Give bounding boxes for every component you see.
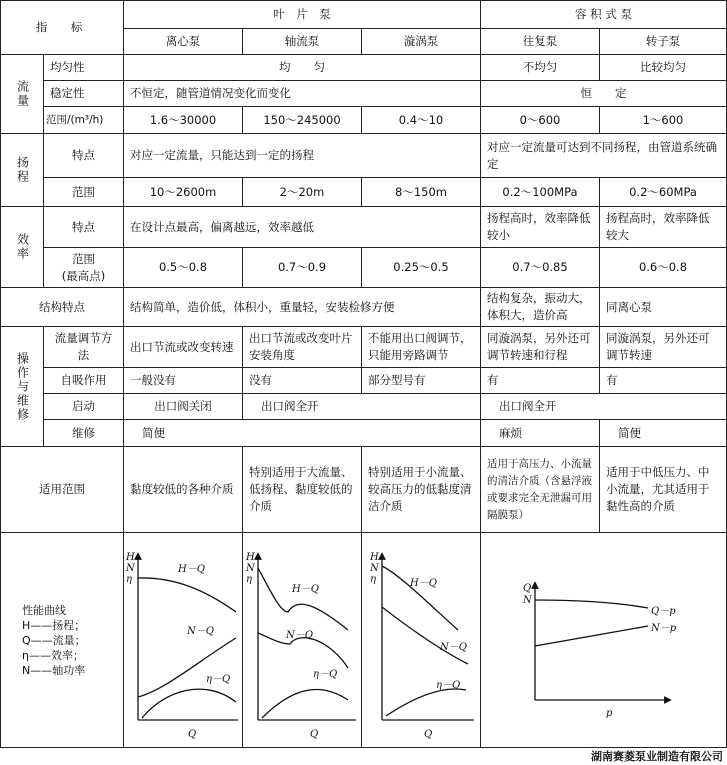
head-range-rotor: [599, 177, 727, 207]
maintenance-vane-text: 简便: [142, 425, 165, 440]
application-recip: [480, 446, 600, 533]
application-rotor-text: 适用于中低压力、中小流量，尤其适用于黏性高的介质: [606, 465, 710, 513]
maintenance-recip-text: 麻烦: [499, 425, 522, 440]
reciprocating-header-text: 往复泵: [522, 34, 558, 48]
positive-label-qp: Q－p: [651, 606, 676, 617]
positive-label-np: N－p: [651, 623, 677, 634]
flow-range-recip: [480, 106, 600, 134]
flow-range-axial: [242, 106, 362, 134]
efficiency-range-recip-text: 0.7～0.85: [512, 260, 568, 274]
flow-adjust-label-text: 流量调节方法: [54, 331, 113, 362]
legend-flow: Q——流量；: [22, 634, 86, 647]
efficiency-feature-rotor: [599, 206, 727, 248]
self-priming-vortex: [361, 367, 481, 394]
vane-pump-header: [123, 0, 481, 29]
flow-group-label: [0, 54, 44, 134]
centrifugal-label-eta: η: [126, 574, 132, 585]
centrifugal-label-nq: N－Q: [187, 626, 214, 637]
startup-positive-text: 出口阀全开: [499, 399, 557, 413]
vortex-header: [361, 28, 481, 55]
self-priming-vortex-text: 部分型号有: [368, 373, 426, 387]
performance-legend: [22, 603, 86, 678]
vortex-label-n: N: [370, 563, 379, 574]
curve-cell-positive: [480, 532, 727, 748]
uniformity-vane-text: 均 匀: [279, 60, 325, 74]
efficiency-range-axial: [242, 247, 362, 288]
stability-vane-text: 不恒定，随管道情况变化而变化: [130, 86, 291, 100]
uniformity-rotor: [599, 54, 727, 81]
head-range-recip: [480, 177, 600, 207]
vortex-label-q: Q: [424, 729, 433, 740]
efficiency-feature-recip-text: 扬程高时，效率降低较小: [487, 211, 591, 242]
self-priming-label: [43, 367, 124, 394]
application-label-text: 适用范围: [39, 482, 85, 496]
flow-adjust-axial-text: 出口节流或改变叶片安装角度: [249, 331, 353, 362]
head-feature-vane: [123, 133, 481, 178]
flow-adjust-rotor-text: 同漩涡泵，另外还可调节转速: [606, 331, 710, 362]
positive-label-p: p: [606, 708, 613, 719]
structure-label: [0, 287, 124, 327]
maintenance-rotor: [599, 419, 727, 447]
head-range-recip-text: 0.2～100MPa: [502, 184, 578, 199]
head-range-centrifugal-text: 10～2600m: [149, 184, 217, 199]
head-group-text: 扬程: [15, 156, 30, 184]
vane-pump-header-text: 叶 片 泵: [273, 7, 331, 21]
flow-adjust-centrifugal-text: 出口节流或改变转速: [130, 339, 234, 354]
centrifugal-label-n: N: [126, 563, 135, 574]
head-feature-positive-text: 对应一定流量可达到不同扬程，由管道系统确定: [487, 139, 717, 171]
efficiency-range-axial-text: 0.7～0.9: [277, 260, 327, 274]
flow-range-centrifugal: [123, 106, 243, 134]
curve-cell-axial: [242, 532, 362, 748]
stability-vane: [123, 80, 481, 107]
flow-range-recip-text: 0～600: [519, 112, 561, 127]
flow-adjust-vortex-text: 不能用出口阀调节，只能用旁路调节: [368, 331, 472, 362]
centrifugal-header: [123, 28, 243, 55]
rotor-header: [599, 28, 727, 55]
flow-adjust-recip: [480, 326, 600, 368]
company-footer: 湖南赛菱泵业制造有限公司: [591, 750, 723, 763]
head-range-centrifugal: [123, 177, 243, 207]
centrifugal-label-h: H: [126, 552, 135, 563]
structure-recip-text: 结构复杂，振动大，体积大，造价高: [487, 291, 591, 322]
efficiency-group-label: [0, 206, 44, 288]
efficiency-feature-recip: [480, 206, 600, 248]
head-range-vortex: [361, 177, 481, 207]
flow-adjust-axial: [242, 326, 362, 368]
head-range-label: [43, 177, 124, 207]
application-rotor: [599, 446, 727, 533]
positive-label-q: Q: [523, 583, 532, 594]
efficiency-range-rotor: [599, 247, 727, 288]
structure-vane-text: 结构简单，造价低，体积小，重量轻，安装检修方便: [130, 299, 395, 314]
efficiency-feature-label: [43, 206, 124, 248]
reciprocating-header: [480, 28, 600, 55]
uniformity-recip: [480, 54, 600, 81]
structure-label-text: 结构特点: [39, 299, 85, 314]
efficiency-group-text: 效率: [15, 233, 30, 261]
axial-header: [242, 28, 362, 55]
maintenance-recip: [480, 419, 600, 447]
flow-adjust-label: [43, 326, 124, 368]
centrifugal-header-text: 离心泵: [165, 34, 201, 48]
uniformity-label: [43, 54, 124, 81]
flow-range-vortex: [361, 106, 481, 134]
self-priming-axial-text: 没有: [249, 373, 272, 387]
performance-label: 性能曲线: [22, 604, 66, 617]
structure-recip: [480, 287, 600, 327]
startup-centrifugal-text: 出口阀关闭: [154, 399, 212, 413]
self-priming-centrifugal: [123, 367, 243, 394]
centrifugal-label-etaq: η－Q: [206, 674, 231, 685]
self-priming-rotor-text: 有: [606, 373, 618, 387]
application-centrifugal: [123, 446, 243, 533]
startup-vane-other-text: 出口阀全开: [261, 399, 319, 413]
axial-label-eta: η: [246, 574, 252, 585]
axial-label-hq: H－Q: [292, 584, 319, 595]
operation-group-label: [0, 326, 44, 447]
efficiency-feature-vane: [123, 206, 481, 248]
flow-adjust-vortex: [361, 326, 481, 368]
curve-cell-centrifugal: [123, 532, 243, 748]
rotor-header-text: 转子泵: [645, 34, 681, 48]
flow-group-text: 流量: [15, 80, 30, 108]
legend-power: N——轴功率: [22, 664, 86, 677]
maintenance-vane: [123, 419, 481, 447]
startup-vane-other: [242, 393, 481, 420]
maintenance-rotor-text: 简便: [618, 425, 641, 440]
head-group-label: [0, 133, 44, 207]
efficiency-range-vortex-text: 0.25～0.5: [393, 260, 449, 274]
efficiency-feature-vane-text: 在设计点最高，偏离越远，效率越低: [130, 219, 314, 234]
maintenance-label: [43, 419, 124, 447]
structure-rotor: [599, 287, 727, 327]
efficiency-range-label-text: 范围 (最高点): [61, 251, 106, 283]
application-label: [0, 446, 124, 533]
structure-vane: [123, 287, 481, 327]
flow-adjust-recip-text: 同漩涡泵，另外还可调节转速和行程: [487, 331, 591, 362]
stability-positive-text: 恒 定: [580, 86, 627, 100]
head-range-axial-text: 2～20m: [279, 184, 325, 199]
application-axial-text: 特别适用于大流量、低扬程、黏度较低的介质: [249, 465, 353, 513]
flow-adjust-centrifugal: [123, 326, 243, 368]
efficiency-range-rotor-text: 0.6～0.8: [638, 260, 688, 274]
uniformity-recip-text: 不均匀: [522, 60, 558, 74]
application-vortex: [361, 446, 481, 533]
flow-range-vortex-text: 0.4～10: [398, 112, 444, 127]
legend-head: H——扬程；: [22, 619, 86, 632]
positive-pump-header: [480, 0, 727, 29]
axial-label-etaq: η－Q: [313, 669, 338, 680]
vortex-header-text: 漩涡泵: [403, 34, 439, 48]
vortex-label-hq: H－Q: [410, 578, 437, 589]
uniformity-label-text: 均匀性: [50, 60, 85, 74]
startup-centrifugal: [123, 393, 243, 420]
indicator-header-text: 指 标: [35, 20, 89, 34]
uniformity-rotor-text: 比较均匀: [640, 60, 686, 74]
head-range-label-text: 范围: [72, 184, 95, 199]
head-range-vortex-text: 8～150m: [395, 184, 447, 199]
maintenance-label-text: 维修: [72, 425, 95, 440]
axial-label-nq: N－Q: [286, 630, 313, 641]
flow-range-label-text: 范围/(m³/h): [46, 113, 104, 126]
flow-range-centrifugal-text: 1.6～30000: [149, 112, 217, 127]
stability-positive: [480, 80, 727, 107]
vortex-label-h: H: [370, 552, 379, 563]
self-priming-centrifugal-text: 一般没有: [130, 373, 176, 387]
positive-pump-header-text: 容 积 式 泵: [575, 7, 632, 21]
stability-label: [43, 80, 124, 107]
application-recip-text: 适用于高压力、小流量的清洁介质（含悬浮液或要求完全无泄漏可用隔膜泵）: [487, 457, 592, 521]
axial-header-text: 轴流泵: [284, 34, 320, 48]
flow-adjust-rotor: [599, 326, 727, 368]
efficiency-range-vortex: [361, 247, 481, 288]
flow-range-axial-text: 150～245000: [263, 112, 341, 127]
centrifugal-label-hq: H－Q: [178, 564, 205, 575]
vortex-label-nq: N－Q: [440, 642, 467, 653]
vortex-label-etaq: η－Q: [436, 680, 461, 691]
vortex-label-eta: η: [370, 574, 376, 585]
structure-rotor-text: 同离心泵: [606, 299, 652, 314]
startup-label-text: 启动: [72, 399, 95, 413]
efficiency-range-centrifugal-text: 0.5～0.8: [158, 260, 208, 274]
efficiency-feature-label-text: 特点: [72, 219, 95, 234]
axial-label-n: N: [246, 563, 255, 574]
head-feature-vane-text: 对应一定流量，只能达到一定的扬程: [130, 148, 314, 162]
startup-label: [43, 393, 124, 420]
startup-positive: [480, 393, 727, 420]
head-feature-positive: [480, 133, 727, 178]
head-range-rotor-text: 0.2～60MPa: [629, 184, 697, 199]
application-centrifugal-text: 黏度较低的各种介质: [130, 482, 234, 496]
flow-range-rotor-text: 1～600: [642, 112, 684, 127]
indicator-header: [0, 0, 124, 55]
legend-efficiency: η——效率；: [22, 649, 84, 662]
application-vortex-text: 特别适用于小流量、较高压力的低黏度清洁介质: [368, 465, 472, 513]
self-priming-recip-text: 有: [487, 373, 499, 387]
flow-range-rotor: [599, 106, 727, 134]
self-priming-rotor: [599, 367, 727, 394]
centrifugal-label-q: Q: [188, 729, 197, 740]
flow-range-label: [43, 106, 124, 134]
efficiency-range-recip: [480, 247, 600, 288]
axial-label-q: Q: [310, 729, 319, 740]
head-range-axial: [242, 177, 362, 207]
positive-label-n: N: [523, 595, 532, 606]
stability-label-text: 稳定性: [50, 86, 85, 100]
head-feature-label-text: 特点: [72, 148, 95, 162]
curve-cell-vortex: [361, 532, 481, 748]
self-priming-label-text: 自吸作用: [60, 373, 107, 387]
efficiency-range-label: [43, 247, 124, 288]
application-axial: [242, 446, 362, 533]
uniformity-vane: [123, 54, 481, 81]
head-feature-label: [43, 133, 124, 178]
operation-group-text: 操作与维修: [15, 351, 30, 422]
axial-label-h: H: [246, 552, 255, 563]
efficiency-feature-rotor-text: 扬程高时，效率降低较大: [606, 211, 710, 242]
self-priming-axial: [242, 367, 362, 394]
efficiency-range-centrifugal: [123, 247, 243, 288]
self-priming-recip: [480, 367, 600, 394]
